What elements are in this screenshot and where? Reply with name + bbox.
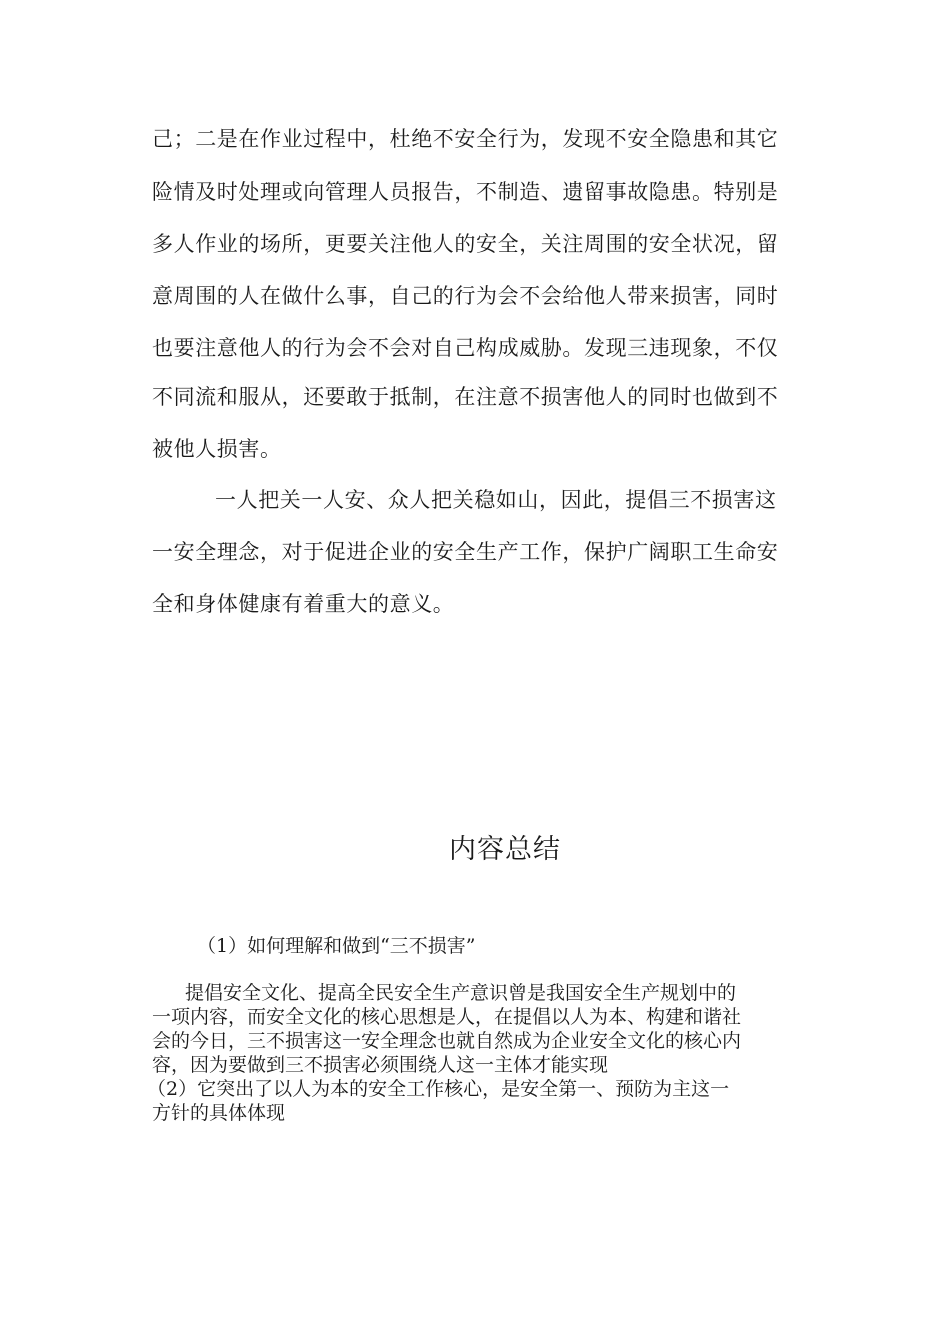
paragraph-line: 险情及时处理或向管理人员报告，不制造、遗留事故隐患。特别是 (152, 180, 779, 204)
paragraph-line: 己；二是在作业过程中，杜绝不安全行为，发现不安全隐患和其它 (152, 127, 779, 151)
summary-line: 方针的具体体现 (152, 1102, 286, 1124)
paragraph-line: 意周围的人在做什么事，自己的行为会不会给他人带来损害，同时 (152, 284, 779, 308)
summary-line: 提倡安全文化、提高全民安全生产意识曾是我国安全生产规划中的 (185, 982, 737, 1004)
paragraph-line: 不同流和服从，还要敢于抵制，在注意不损害他人的同时也做到不 (152, 385, 779, 409)
paragraph-line: 一人把关一人安、众人把关稳如山，因此，提倡三不损害这 (215, 488, 777, 512)
paragraph-line: 多人作业的场所，更要关注他人的安全，关注周围的安全状况，留 (152, 232, 779, 256)
summary-line: 会的今日，三不损害这一安全理念也就自然成为企业安全文化的核心内 (152, 1030, 742, 1052)
paragraph-line: 也要注意他人的行为会不会对自己构成威胁。发现三违现象，不仅 (152, 336, 779, 360)
paragraph-line: 一安全理念，对于促进企业的安全生产工作，保护广阔职工生命安 (152, 540, 779, 564)
paragraph-line: 被他人损害。 (152, 437, 282, 461)
summary-line: 一项内容，而安全文化的核心思想是人，在提倡以人为本、构建和谐社 (152, 1006, 742, 1028)
summary-line: （2）它突出了以人为本的安全工作核心，是安全第一、预防为主这一 (147, 1078, 730, 1100)
paragraph-line: 全和身体健康有着重大的意义。 (152, 592, 455, 616)
summary-line: 容，因为要做到三不损害必须围绕人这一主体才能实现 (152, 1054, 609, 1076)
summary-title: 内容总结 (449, 834, 561, 865)
summary-item-heading: （1）如何理解和做到“三不损害” (197, 935, 476, 957)
